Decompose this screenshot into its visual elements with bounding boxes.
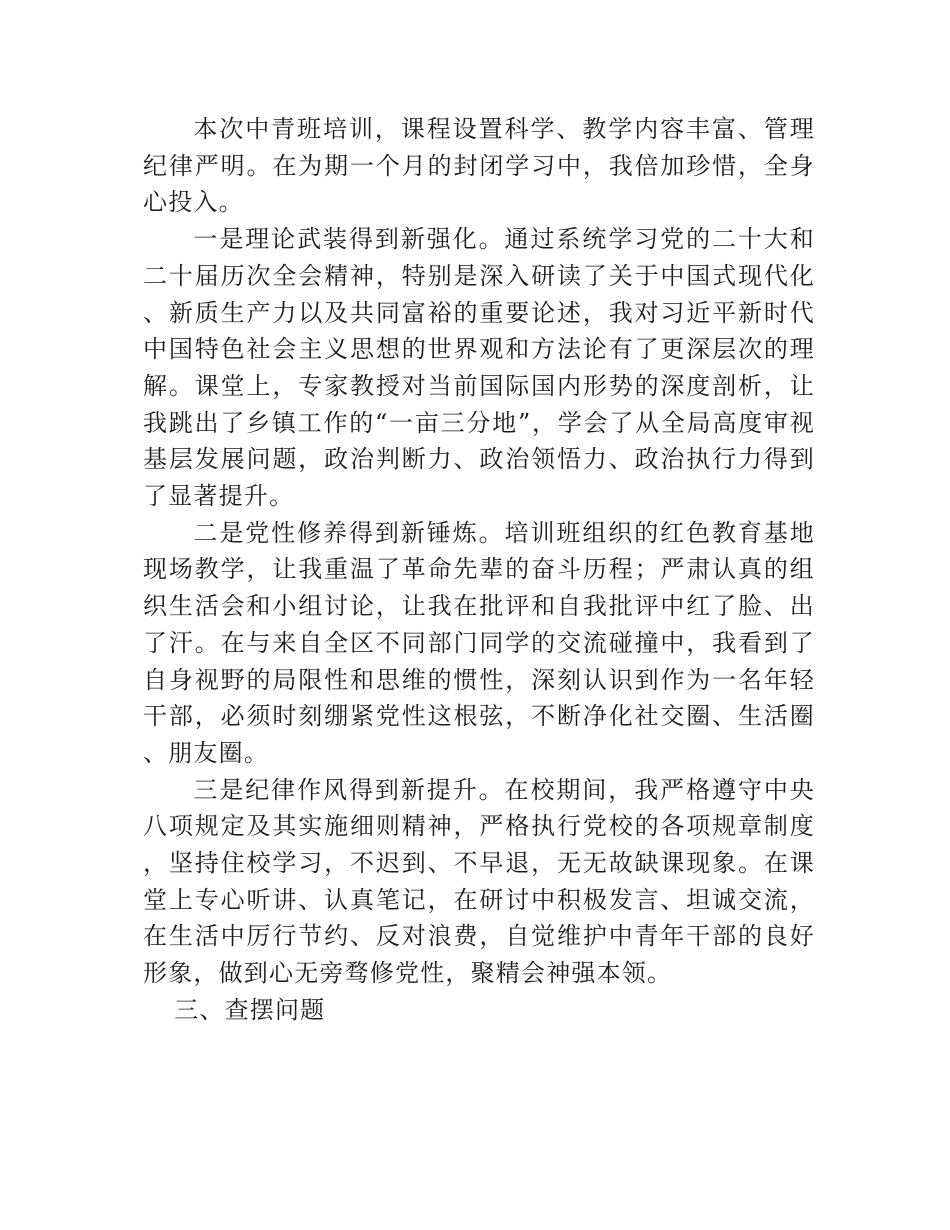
document-body xyxy=(143,111,815,1029)
paragraph-party-spirit: 二是党性修养得到新锤炼。培训班组织的红色教育基地现场教学，让我重温了革命先辈的奋斗历程；严肃认真的组织生活会和小组讨论，让我在批评和自我批评中红了脸、出了汗。在与来自全区不同部门同学的交流碰撞中，我看到了自身视野的局限性和思维的惯性，深刻认识到作为一名年轻干部，必须时刻绷紧党性这根弦，不断净化社交圈、生活圈、朋友圈。 xyxy=(143,518,815,767)
paragraph-intro: 本次中青班培训，课程设置科学、教学内容丰富、管理纪律严明。在为期一个月的封闭学习中，我倍加珍惜，全身心投入。 xyxy=(143,115,815,217)
section-heading: 三、查摆问题 xyxy=(174,995,326,1024)
paragraph-discipline: 三是纪律作风得到新提升。在校期间，我严格遵守中央八项规定及其实施细则精神，严格执行党校的各项规章制度，坚持住校学习，不迟到、不早退，无无故缺课现象。在课堂上专心听讲、认真笔记，在研讨中积极发言、坦诚交流，在生活中厉行节约、反对浪费，自觉维护中青年干部的良好形象，做到心无旁骛修党性，聚精会神强本领。 xyxy=(143,775,815,988)
paragraph-theory: 一是理论武装得到新强化。通过系统学习党的二十大和二十届历次全会精神，特别是深入研读了关于中国式现代化、新质生产力以及共同富裕的重要论述，我对习近平新时代中国特色社会主义思想的世界观和方法论有了更深层次的理解。课堂上，专家教授对当前国际国内形势的深度剖析，让我跳出了乡镇工作的“一亩三分地”，学会了从全局高度审视基层发展问题，政治判断力、政治领悟力、政治执行力得到了显著提升。 xyxy=(143,225,815,511)
